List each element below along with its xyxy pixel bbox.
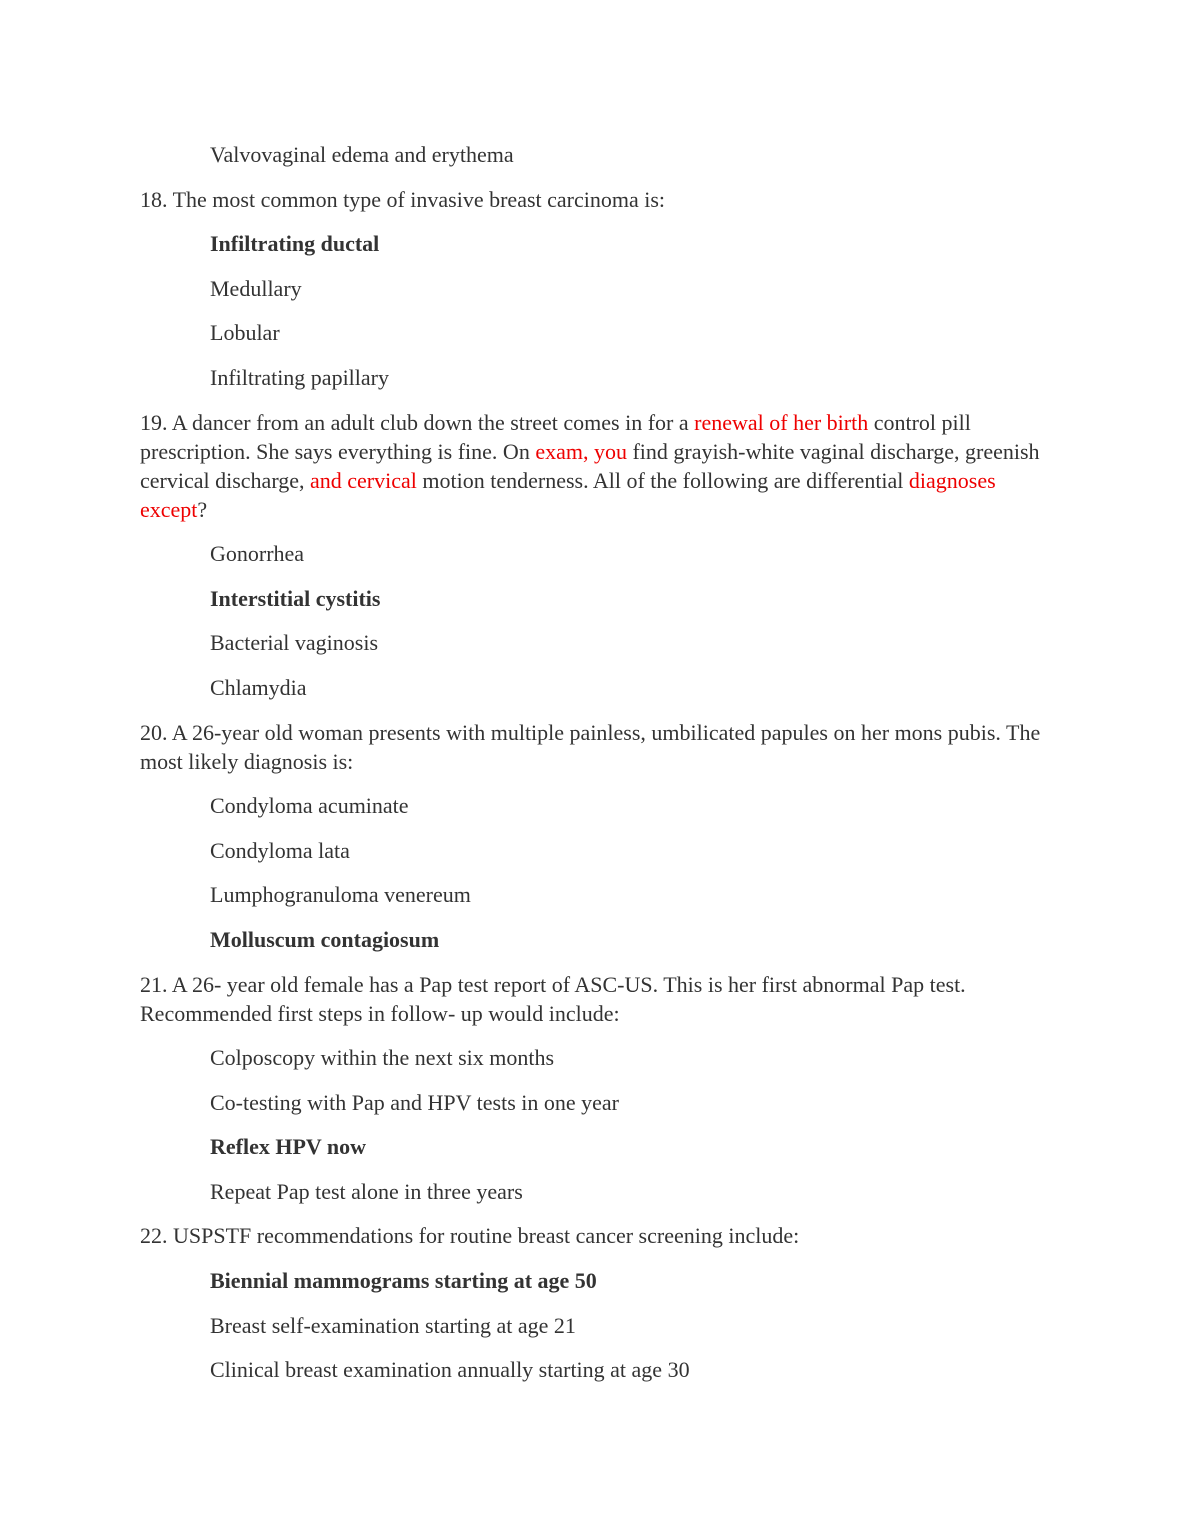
question-text-segment: motion tenderness. All of the following are differential [416,467,909,493]
prev-question-option: Valvovaginal edema and erythema [210,142,514,167]
highlighted-text: diagnoses except [140,467,996,522]
question-22: 22. USPSTF recommendations for routine breast cancer screening include: [140,1223,800,1249]
answer-option: Lumphogranuloma venereum [210,882,471,908]
question-21: 21. A 26- year old female has a Pap test report of ASC-US. This is her first abnormal Pap test. Recommended first steps in follow- up would include: [140,971,966,1026]
question-text-segment: ? [197,496,208,522]
question-20: 20. A 26-year old woman presents with multiple painless, umbilicated papules on her mons pubis. The most likely diagnosis is: [140,719,1041,774]
question-text-segment: find grayish-white vaginal discharge, greenish cervical discharge, [140,438,1040,493]
answer-option: Breast self-examination starting at age 21 [210,1312,576,1338]
answer-option: Bacterial vaginosis [210,630,379,656]
answer-option: Co-testing with Pap and HPV tests in one year [210,1089,619,1115]
answer-option: Condyloma lata [210,837,350,863]
highlighted-text: renewal of her birth [694,409,869,435]
answer-option-correct: Reflex HPV now [210,1134,367,1160]
answer-option-correct: Biennial mammograms starting at age 50 [210,1268,597,1294]
answer-option: Clinical breast examination annually starting at age 30 [210,1357,690,1383]
highlighted-text: exam, you [535,438,627,464]
answer-option: Infiltrating papillary [210,364,389,390]
highlighted-text: and cervical [310,467,417,493]
question-19 [140,408,1050,524]
answer-option: Gonorrhea [210,541,305,567]
answer-option: Colposcopy within the next six months [210,1045,555,1071]
answer-option-correct: Interstitial cystitis [210,585,381,611]
answer-option-correct: Infiltrating ductal [210,231,380,257]
answer-option: Medullary [210,275,302,301]
document-page [140,140,1050,1400]
answer-option-correct: Molluscum contagiosum [210,926,440,952]
answer-option: Condyloma acuminate [210,793,409,819]
question-18: 18. The most common type of invasive breast carcinoma is: [140,186,666,212]
answer-option: Chlamydia [210,674,307,700]
answer-option: Lobular [210,320,280,346]
question-text-segment: 19. A dancer from an adult club down the street comes in for a [140,409,695,435]
question-text-segment: control pill prescription. She says everything is fine. On [140,409,971,464]
answer-option: Repeat Pap test alone in three years [210,1178,523,1204]
